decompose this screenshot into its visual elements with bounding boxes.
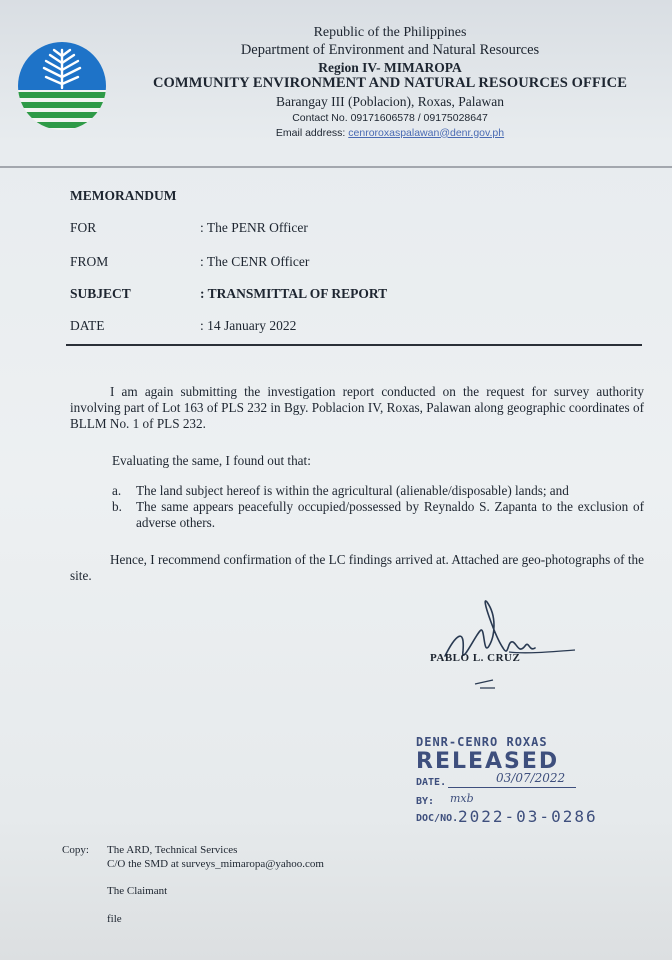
header-divider: [0, 166, 672, 168]
stamp-doc-label: DOC/NO.: [416, 813, 459, 824]
released-stamp: [414, 735, 664, 835]
from-label: FROM: [70, 254, 109, 269]
stamp-status: RELEASED: [416, 749, 560, 774]
copy-recipient-3: file: [107, 913, 122, 925]
stamp-date-line: [448, 787, 576, 788]
finding-item-b: [112, 499, 652, 533]
copy-recipient-2: The Claimant: [107, 885, 168, 897]
item-marker: b.: [112, 499, 122, 514]
for-value: : The PENR Officer: [200, 220, 308, 235]
email-link[interactable]: cenroroxaspalawan@denr.gov.ph: [348, 126, 505, 139]
email-label: Email address:: [275, 126, 349, 139]
subject-value: : TRANSMITTAL OF REPORT: [200, 286, 388, 301]
copy-recipient-1-note: C/O the SMD at surveys_mimaropa@yahoo.com: [107, 858, 324, 870]
body-paragraph-3: Hence, I recommend confirmation of the LC findings arrived at. Attached are geo-photographs of the site.: [70, 552, 644, 583]
region-line: Region IV- MIMAROPA: [318, 59, 462, 75]
for-label: FOR: [70, 220, 97, 235]
body-paragraph-2: Evaluating the same, I found out that:: [112, 453, 311, 468]
handwritten-signature: [425, 596, 585, 696]
stamp-date-value: 03/07/2022: [496, 771, 566, 785]
date-row: [70, 318, 296, 334]
item-text: The same appears peacefully occupied/possessed by Reynaldo S. Zapanta to the exclusion of adverse others.: [136, 499, 644, 530]
office-line: COMMUNITY ENVIRONMENT AND NATURAL RESOURCES OFFICE: [152, 75, 627, 91]
copy-recipient-1: The ARD, Technical Services: [107, 844, 238, 856]
subject-row: [70, 286, 387, 302]
department-line: Department of Environment and Natural Resources: [240, 42, 540, 58]
denr-logo-icon: [18, 40, 106, 132]
from-value: : The CENR Officer: [200, 254, 310, 269]
stamp-by-value: mxb: [450, 792, 474, 805]
stamp-office: DENR-CENRO ROXAS: [416, 735, 548, 749]
signatory-name: PABLO L. CRUZ: [430, 652, 521, 664]
item-marker: a.: [112, 483, 122, 498]
date-label: DATE: [70, 318, 105, 333]
body-paragraph-1: I am again submitting the investigation report conducted on the request for survey authority involving part of Lot 163 of PLS 232 in Bgy. Poblacion IV, Roxas, Palawan along geographic coordinates of BLLM No. 1 of PLS 232.: [70, 384, 644, 431]
stamp-date-label: DATE.: [416, 777, 447, 788]
date-value: : 14 January 2022: [200, 318, 297, 333]
memo-divider: [66, 344, 642, 346]
contact-line: Contact No. 09171606578 / 09175028647: [292, 112, 488, 124]
for-row: [70, 220, 308, 236]
item-text: The land subject hereof is within the agricultural (alienable/disposable) lands; and: [136, 483, 569, 498]
letterhead: [110, 26, 670, 138]
subject-label: SUBJECT: [70, 286, 131, 301]
from-row: [70, 254, 309, 270]
stamp-doc-value: 2022-03-0286: [458, 807, 598, 826]
stamp-by-label: BY:: [416, 796, 435, 807]
address-line: Barangay III (Poblacion), Roxas, Palawan: [276, 93, 504, 109]
copy-label: Copy:: [62, 844, 89, 856]
memo-title: MEMORANDUM: [70, 188, 177, 203]
email-line: [110, 128, 670, 139]
country-line: Republic of the Philippines: [313, 25, 467, 40]
